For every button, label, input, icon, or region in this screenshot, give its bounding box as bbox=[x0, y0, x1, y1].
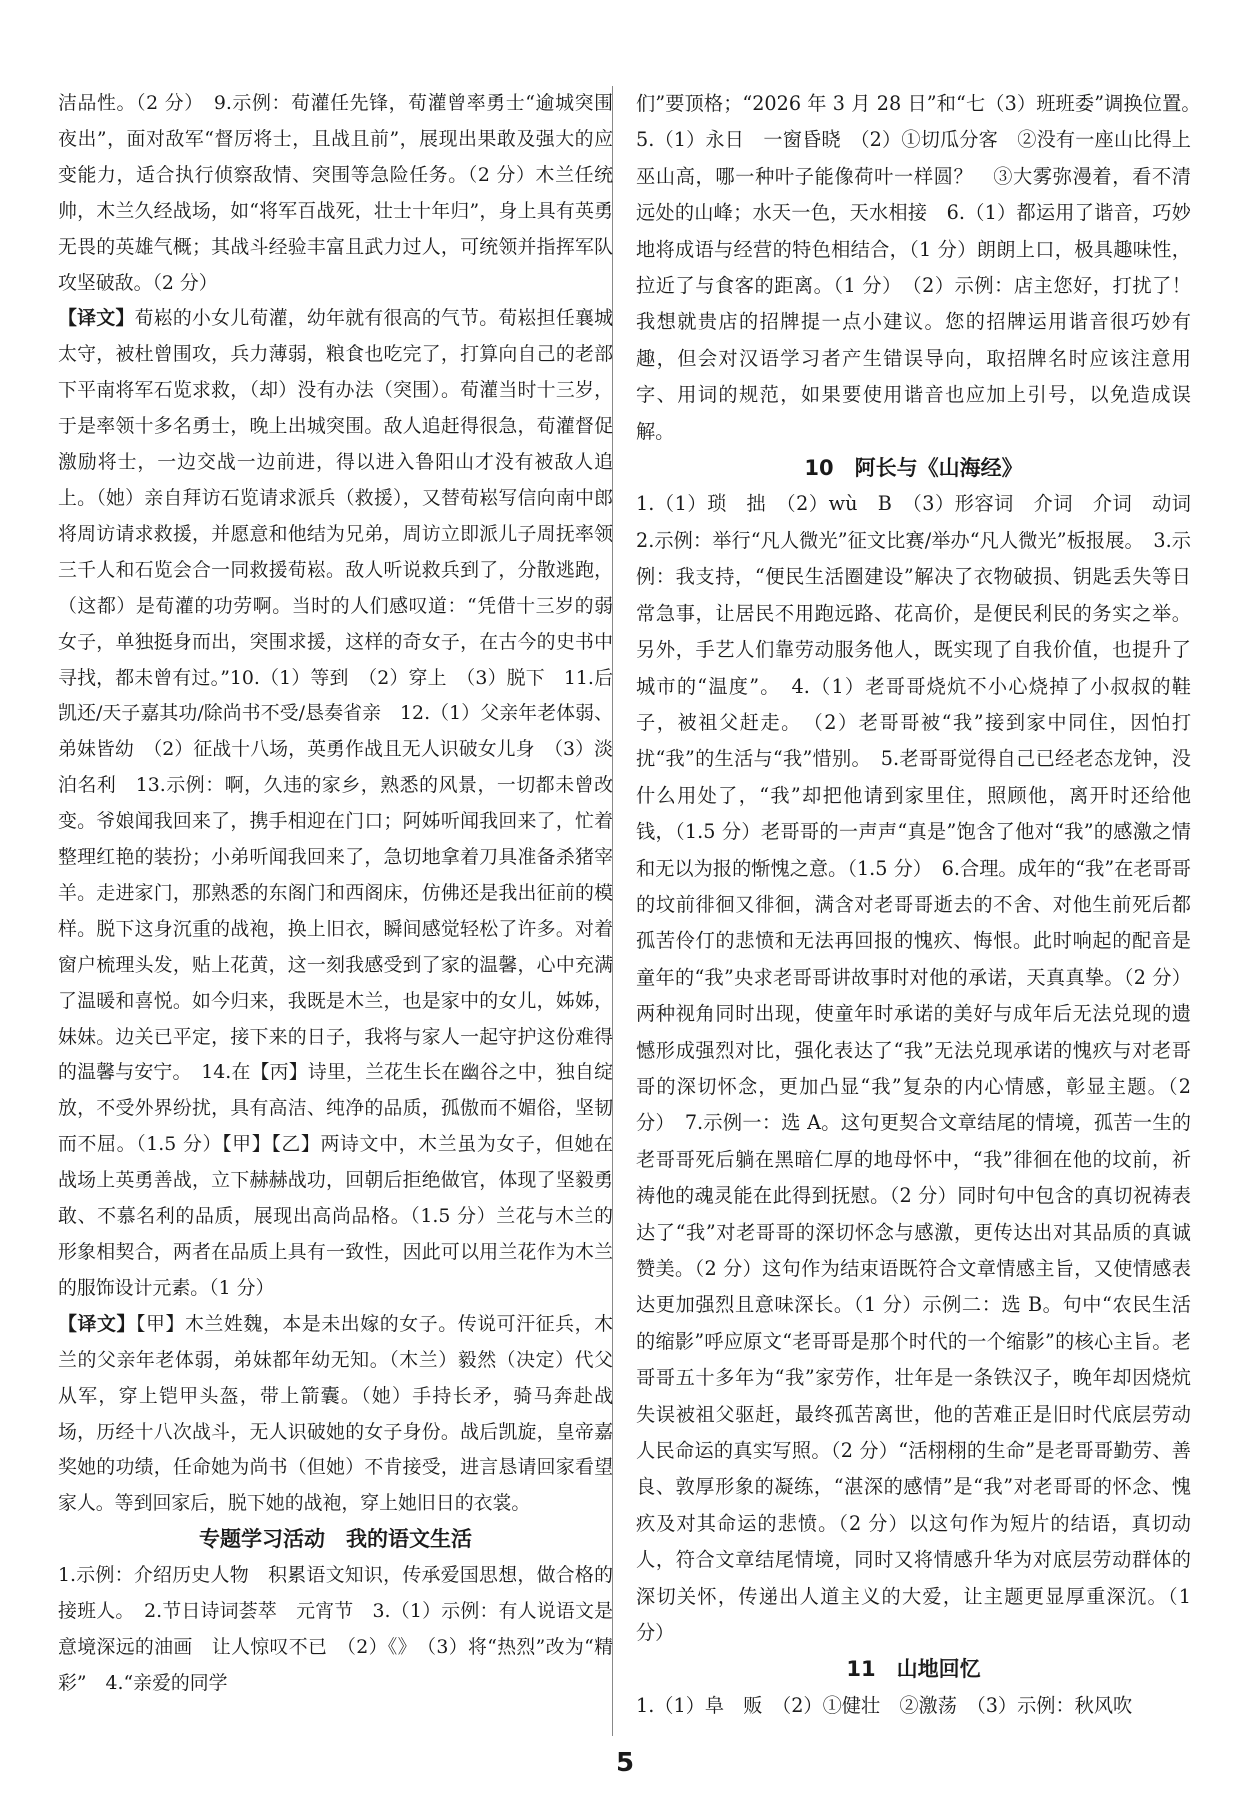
answer-block: 洁品性。（2 分） 9.示例：荀灌任先锋，荀灌曾率勇士“逾城突围夜出”，面对敌军“督厉将士，且战且前”，展现出果敢及强大的应变能力，适合执行侦察敌情、突围等急险任务。（2 分）木兰任统帅，木兰久经战场，如“将军百战死，壮士十年归”，身上具有英勇无畏的英雄气概；其战斗经验丰富且武力过人，可统领并指挥军队攻坚破敌。（2 分） bbox=[58, 92, 613, 294]
answer-block: 1.（1）阜 贩 （2）①健壮 ②激荡 （3）示例：秋风吹 bbox=[636, 1693, 1133, 1717]
section-heading: 10 阿长与《山海经》 bbox=[804, 456, 1023, 481]
answer-block: 1.示例：介绍历史人物 积累语文知识，传承爱国思想，做合格的接班人。 2.节日诗词荟萃 元宵节 3.（1）示例：有人说语文是意境深远的油画 让人惊叹不已 （2）《》 （3）将“热烈”改为“精彩” 4.“亲爱的同学 bbox=[58, 1564, 613, 1694]
section-heading: 专题学习活动 我的语文生活 bbox=[199, 1527, 472, 1552]
left-column bbox=[58, 86, 613, 1702]
answer-block: 10.（1）等到 （2）穿上 （3）脱下 11.后凯还/天子嘉其功/除尚书不受/恳奏省亲 12.（1）父亲年老体弱、弟妹皆幼 （2）征战十八场，英勇作战且无人识破女儿身 （3）淡泊名利 13.示例：啊，久违的家乡，熟悉的风景，一切都未曾改变。爷娘闻我回来了，携手相迎在门口；阿姊听闻我回来了，忙着整理红艳的装扮；小弟听闻我回来了，急切地拿着刀具准备杀猪宰羊。走进家门，那熟悉的东阁门和西阁床，仿佛还是我出征前的模样。脱下这身沉重的战袍，换上旧衣，瞬间感觉轻松了许多。对着窗户梳理头发，贴上花黄，这一刻我感受到了家的温馨，心中充满了温暖和喜悦。如今归来，我既是木兰，也是家中的女儿，姊姊，妹妹。边关已平定，接下来的日子，我将与家人一起守护这份难得的温馨与安宁。 14.在【丙】诗里，兰花生长在幽谷之中，独自绽放，不受外界纷扰，具有高洁、纯净的品质，孤傲而不媚俗，坚韧而不屈。（1.5 分）【甲】【乙】两诗文中，木兰虽为女子，但她在战场上英勇善战，立下赫赫战功，回朝后拒绝做官，体现了坚毅勇敢、不慕名利的品质，展现出高尚品格。（1.5 分）兰花与木兰的形象相契合，两者在品质上具有一致性，因此可以用兰花作为木兰的服饰设计元素。（1 分） bbox=[58, 666, 613, 1299]
translation-label: 【译文】 bbox=[58, 1312, 136, 1335]
translation-text: 【甲】木兰姓魏，本是未出嫁的女子。传说可汗征兵，木兰的父亲年老体弱，弟妹都年幼无知。（木兰）毅然（决定）代父从军，穿上铠甲头盔，带上箭囊。（她）手持长矛，骑马奔赴战场，历经十八次战斗，无人识破她的女子身份。战后凯旋，皇帝嘉奖她的功绩，任命她为尚书（但她）不肯接受，进言恳请回家看望家人。等到回家后，脱下她的战袍，穿上她旧日的衣裳。 bbox=[58, 1312, 613, 1515]
translation-block bbox=[58, 301, 613, 1306]
page-number: 5 bbox=[615, 1748, 635, 1778]
right-column bbox=[636, 86, 1211, 1724]
translation-label: 【译文】 bbox=[58, 307, 135, 330]
answer-block: 1.（1）琐 拙 （2）wù B （3）形容词 介词 介词 动词 2.示例：举行“凡人微光”征文比赛/举办“凡人微光”板报展。 3.示例：我支持，“便民生活圈建设”解决了衣物破损、钥匙丢失等日常急事，让居民不用跑远路、花高价，是便民利民的务实之举。另外，手艺人们靠劳动服务他人，既实现了自我价值，也提升了城市的“温度”。 4.（1）老哥哥烧炕不小心烧掉了小叔叔的鞋子，被祖父赶走。 （2）老哥哥被“我”接到家中同住，因怕打扰“我”的生活与“我”惜别。 5.老哥哥觉得自己已经老态龙钟，没什么用处了，“我”却把他请到家里住，照顾他，离开时还给他钱，（1.5 分）老哥哥的一声声“真是”饱含了他对“我”的感激之情和无以为报的惭愧之意。（1.5 分） 6.合理。成年的“我”在老哥哥的坟前徘徊又徘徊，满含对老哥哥逝去的不舍、对他生前死后都孤苦伶仃的悲愤和无法再回报的愧疚、悔恨。此时响起的配音是童年的“我”央求老哥哥讲故事时对他的承诺，天真真挚。（2 分）两种视角同时出现，使童年时承诺的美好与成年后无法兑现的遗憾形成强烈对比，强化表达了“我”无法兑现承诺的愧疚与对老哥哥的深切怀念，更加凸显“我”复杂的内心情感，彰显主题。（2 分） 7.示例一：选 A。这句更契合文章结尾的情境，孤苦一生的老哥哥死后躺在黑暗仁厚的地母怀中，“我”徘徊在他的坟前，祈祷他的魂灵能在此得到抚慰。（2 分）同时句中包含的真切祝祷表达了“我”对老哥哥的深切怀念与感激，更传达出对其品质的真诚赞美。（2 分）这句作为结束语既符合文章情感主旨，又使情感表达更加强烈且意味深长。（1 分）示例二：选 B。句中“农民生活的缩影”呼应原文“老哥哥是那个时代的一个缩影”的核心主旨。老哥哥五十多年为“我”家劳作，壮年是一条铁汉子，晚年却因烧炕失误被祖父驱赶，最终孤苦离世，他的苦难正是旧时代底层劳动人民命运的真实写照。（2 分）“活栩栩的生命”是老哥哥勤劳、善良、敦厚形象的凝练，“湛深的感情”是“我”对老哥哥的怀念、愧疚及对其命运的悲愤。（2 分）以这句作为短片的结语，真切动人，符合文章结尾情境，同时又将情感升华为对底层劳动群体的深切关怀，传递出人道主义的大爱，让主题更显厚重深沉。（1 分） bbox=[636, 492, 1211, 1645]
translation-text: 荀崧的小女儿荀灌，幼年就有很高的气节。荀崧担任襄城太守，被杜曾围攻，兵力薄弱，粮食也吃完了，打算向自己的老部下平南将军石览求救，（却）没有办法（突围）。荀灌当时十三岁，于是率领十多名勇士，晚上出城突围。敌人追赶得很急，荀灌督促激励将士，一边交战一边前进，得以进入鲁阳山才没有被敌人追上。（她）亲自拜访石览请求派兵（救援），又替荀崧写信向南中郎将周访请求救援，并愿意和他结为兄弟，周访立即派儿子周抚率领三千人和石览会合一同救援荀崧。敌人听说救兵到了，分散逃跑，（这都）是荀灌的功劳啊。当时的人们感叹道：“凭借十三岁的弱女子，单独挺身而出，突围求援，这样的奇女子，在古今的史书中寻找，都未曾有过。” bbox=[58, 307, 614, 689]
answer-block: 们”要顶格；“2026 年 3 月 28 日”和“七（3）班班委”调换位置。 5.（1）永日 一窗昏晓 （2）①切瓜分客 ②没有一座山比得上巫山高，哪一种叶子能像荷叶一样圆？ ③大雾弥漫着，看不清远处的山峰；水天一色，天水相接 6.（1）都运用了谐音，巧妙地将成语与经营的特色相结合，（1 分）朗朗上口，极具趣味性，拉近了与食客的距离。（1 分） （2）示例：店主您好，打扰了！我想就贵店的招牌提一点小建议。您的招牌运用谐音很巧妙有趣，但会对汉语学习者产生错误导向，取招牌名时应该注意用字、用词的规范，如果要使用谐音也应加上引号，以免造成误解。 bbox=[636, 92, 1211, 443]
translation-block bbox=[58, 1307, 613, 1522]
section-heading: 11 山地回忆 bbox=[846, 1657, 981, 1682]
